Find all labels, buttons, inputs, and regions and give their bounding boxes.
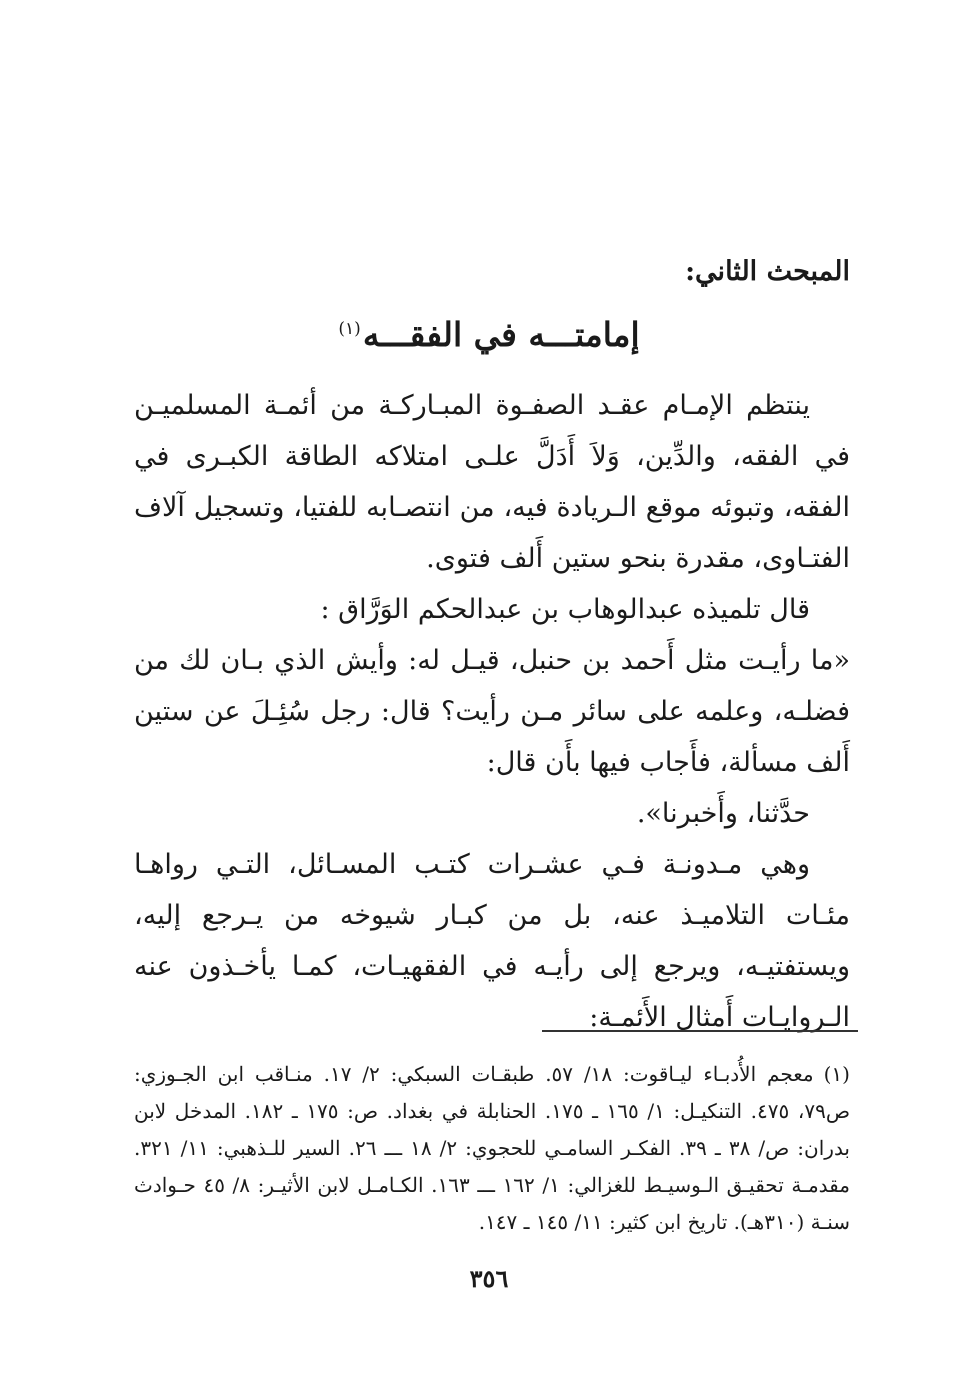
chapter-title [0,305,978,359]
footnote-divider [542,1030,858,1032]
paragraph-text: وهي مـدونـة فـي عشـرات كتـب المسـائل، التـي رواهـا مئـات التلاميـذ عنه، بل من كبـار شيوخه من يـرجع إليه، ويستفتيـه، ويرجع إلى رأيـه في الفقهيـات، كمـا يأخـذون عنه الـروايـات أَمثال الأَئمـة: [134,849,850,1033]
paragraph-text: قال تلميذه عبدالوهاب بن عبدالحكم الوَرَّاق : [320,594,810,625]
footnote [134,1056,850,1241]
footnote-text: معجم الأُدبـاء ليـاقوت: ١٨/ ٥٧. طبقـات السبكي: ٢/ ١٧. منـاقب ابن الجـوزي: ص٧٩، ٤٧٥. التنكيـل: ١/ ١٦٥ ـ ١٧٥. الحنابلة في بغداد. ص: ١٧٥ ـ ١٨٢. المدخل لابن بدران: ص/ ٣٨ ـ ٣٩. الفكـر السامـي للحجوي: ٢/ ١٨ ـــ ٢٦. السير للـذهبي: ١١/ ٣٢١. مقدمـة تحقيـق الـوسيـط للغزالي: ١/ ١٦٢ ـــ ١٦٣. الكـامـل لابن الأثيـر: ٨/ ٤٥ حـوادث سنـة (٣١٠هـ). تاريخ ابن كثير: ١١/ ١٤٥ ـ ١٤٧. [134,1062,851,1234]
footnote-reference[interactable]: (١) [338,319,361,339]
paragraph-quote-end [134,788,850,839]
paragraph-text: «ما رأيـت مثل أَحمد بن حنبل، قيـل له: وأيش الذي بـان لك من فضلـه، وعلمه على سائر مـن رأيت؟ قال: رجل سُئِـلَ عن ستين أَلف مسألة، فأَجاب فيها بأَن قال: [134,645,850,778]
paragraph-intro [134,380,850,584]
paragraph-text: ينتظم الإمـام عقـد الصفـوة المبـاركـة من أئمـة المسلميـن في الفقه، والدِّين، وَلاَ أَدَلَّ علـى امتلاكه الطاقة الكبـرى في الفقه، وتبوئه موقع الـريادة فيه، من انتصـابه للفتيا، وتسجيل آلاف الفتـاوى، مقدرة بنحو ستين أَلف فتوى. [134,390,850,574]
paragraph-text: حدَّثنا، وأَخبرنا». [636,798,810,829]
page-number: ٣٥٦ [469,1264,509,1293]
paragraph-closing [134,839,850,1043]
footnote-number: (١) [823,1062,850,1086]
section-heading: المبحث الثاني: [685,256,850,287]
chapter-title-text: إمامتـــه في الفقـــه [362,315,640,354]
paragraph-quote [134,635,850,788]
paragraph-quote-intro [134,584,850,635]
